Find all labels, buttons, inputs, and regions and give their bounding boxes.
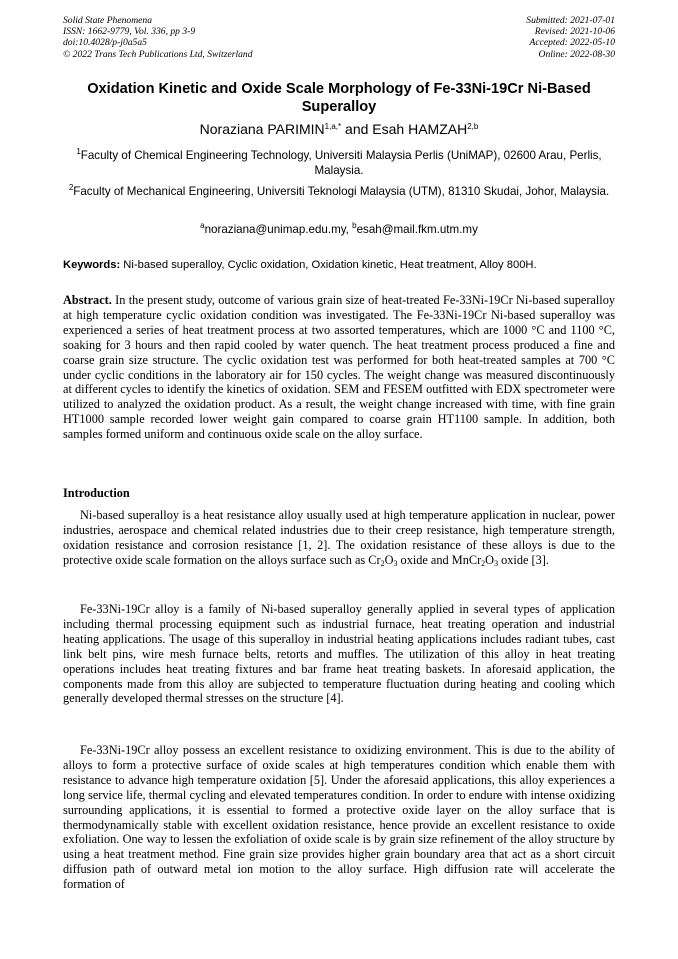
affiliation-1 [60, 148, 618, 178]
date-accepted: Accepted: 2022-05-10 [529, 37, 615, 49]
date-online: Online: 2022-08-30 [538, 48, 615, 60]
formula-mncr2o3 [452, 553, 498, 567]
introduction-paragraph-3: Fe-33Ni-19Cr alloy possess an excellent resistance to oxidizing environment. This is due to the ability of alloys to form a protective surface of oxide scales at high temperatures condition which enable them with resistance to advance high temperature oxidation [5]. Under the aforesaid applications, this alloy experiences a long service life, thermal cycling and elevated temperatures condition. In order to endure with intense oxidizing surrounding applications, it is essential to formed a protective oxide layer on the alloy surface that is thermodynamically stable with excellent oxidation resistance, hence provide an excellent resistance to oxide exfoliation. One way to lessen the exfoliation of oxide scale is by grain size refinement of the alloy structure by using a heat treatment method. Fine grain size provides higher grain boundary area that act as a short circuit diffusion path of outward metal ion motion to the alloy surface. High diffusion rate will accelerate the formation of [63, 743, 615, 892]
formula-subscript: 2 [380, 558, 385, 568]
formula-part: MnCr [451, 552, 482, 567]
author-line [60, 120, 618, 138]
affiliation-2-mark: 2 [68, 183, 74, 192]
introduction-paragraph-1 [63, 508, 615, 568]
formula-subscript: 3 [494, 558, 499, 568]
date-revised: Revised: 2021-10-06 [534, 26, 615, 38]
keywords-label: Keywords: [63, 259, 121, 271]
journal-issn: ISSN: 1662-9779, Vol. 336, pp 3-9 [63, 26, 196, 38]
abstract [63, 293, 615, 442]
affiliation-2-text: Faculty of Mechanical Engineering, Universiti Teknologi Malaysia (UTM), 81310 Skudai, Johor, Malaysia. [73, 185, 610, 198]
keywords [63, 258, 615, 273]
affiliation-2 [60, 184, 618, 199]
author-emails [60, 222, 618, 237]
formula-subscript: 3 [393, 558, 398, 568]
formula-cr2o3 [368, 553, 397, 567]
affiliation-1-text: Faculty of Chemical Engineering Technology, Universiti Malaysia Perlis (UniMAP), 02600 Arau, Perlis, Malaysia. [80, 149, 602, 177]
section-heading-introduction: Introduction [63, 486, 130, 500]
journal-doi: doi:10.4028/p-j0a5a5 [63, 37, 147, 49]
formula-part: O [485, 552, 495, 567]
author-1: Noraziana PARIMIN [199, 121, 325, 137]
p1-mid: oxide and [397, 552, 452, 567]
paper-title: Oxidation Kinetic and Oxide Scale Morphology of Fe-33Ni-19Cr Ni-Based Superalloy [87, 81, 591, 115]
formula-subscript: 2 [481, 558, 486, 568]
p1-text: Ni-based superalloy is a heat resistance alloy usually used at high temperature application in nuclear, power industries, aerospace and chemical related industries due to their creep resistance, high temperature strength, oxidation resistance and corrosion resistance [1, 2]. The oxidation resistance of these alloys is due to the protective oxide scale formation on the alloys surface such as [63, 508, 615, 567]
submission-dates [526, 15, 615, 60]
introduction-paragraph-2: Fe-33Ni-19Cr alloy is a family of Ni-based superalloy generally applied in several types of application including thermal processing equipment such as industrial furnace, heat treating operation and industrial heating applications. The usage of this superalloy in industrial heating applications includes radiant tubes, cast link belt pins, wire mesh furnace belts, retorts and muffles. The utilization of this alloy in heat treating operations includes heat treating fixtures and bar frame heat treating baskets. In aforesaid application, the components made from this alloy are subjected to temperature fluctuation during heating and cooling which generally developed thermal stresses on the structure [4]. [63, 602, 615, 706]
formula-part: O [384, 552, 394, 567]
email-b[interactable]: esah@mail.fkm.utm.my [356, 223, 478, 236]
keywords-text: Ni-based superalloy, Cyclic oxidation, Oxidation kinetic, Heat treatment, Alloy 800H. [120, 259, 537, 271]
journal-copyright: © 2022 Trans Tech Publications Ltd, Switzerland [63, 48, 253, 60]
date-submitted: Submitted: 2021-07-01 [526, 15, 615, 26]
p1-end: oxide [3]. [498, 552, 549, 567]
journal-info [63, 15, 253, 60]
email-b-mark: b [352, 221, 357, 230]
journal-name: Solid State Phenomena [63, 15, 152, 26]
email-a-mark: a [200, 221, 205, 230]
author-1-affiliation-mark: 1,a,* [324, 122, 342, 131]
email-a[interactable]: noraziana@unimap.edu.my, [204, 223, 353, 236]
author-conjunction: and [341, 121, 373, 137]
author-2-affiliation-mark: 2,b [467, 122, 479, 131]
formula-part: Cr [368, 552, 381, 567]
affiliation-1-mark: 1 [76, 147, 81, 156]
abstract-label: Abstract. [63, 293, 112, 307]
author-2: Esah HAMZAH [372, 121, 468, 137]
abstract-text: In the present study, outcome of various grain size of heat-treated Fe-33Ni-19Cr Ni-based superalloy at high temperature cyclic oxidation condition was investigated. The Fe-33Ni-19Cr Ni-based superalloy was experienced a series of heat treatment process at two assorted temperatures, which are 1000 °C and 1100 °C, soaking for 3 hours and then rapid cooled by water quench. The heat treatment process produced a fine and coarse grain size structure. The cyclic oxidation test was performed for both heat-treated samples at 700 °C under cyclic conditions in the laboratory air for 150 cycles. The weight change was measured discontinuously at different cycles to identify the kinetics of oxidation. SEM and FESEM outfitted with EDX spectrometer were utilized to analyzed the oxidation product. As a result, the weight change increased with time, with fine grain HT1000 sample recorded lower weight gain compared to coarse grain HT1100 sample. In addition, both samples formed uniform and continuous oxide scale on the alloy surface. [63, 293, 615, 442]
